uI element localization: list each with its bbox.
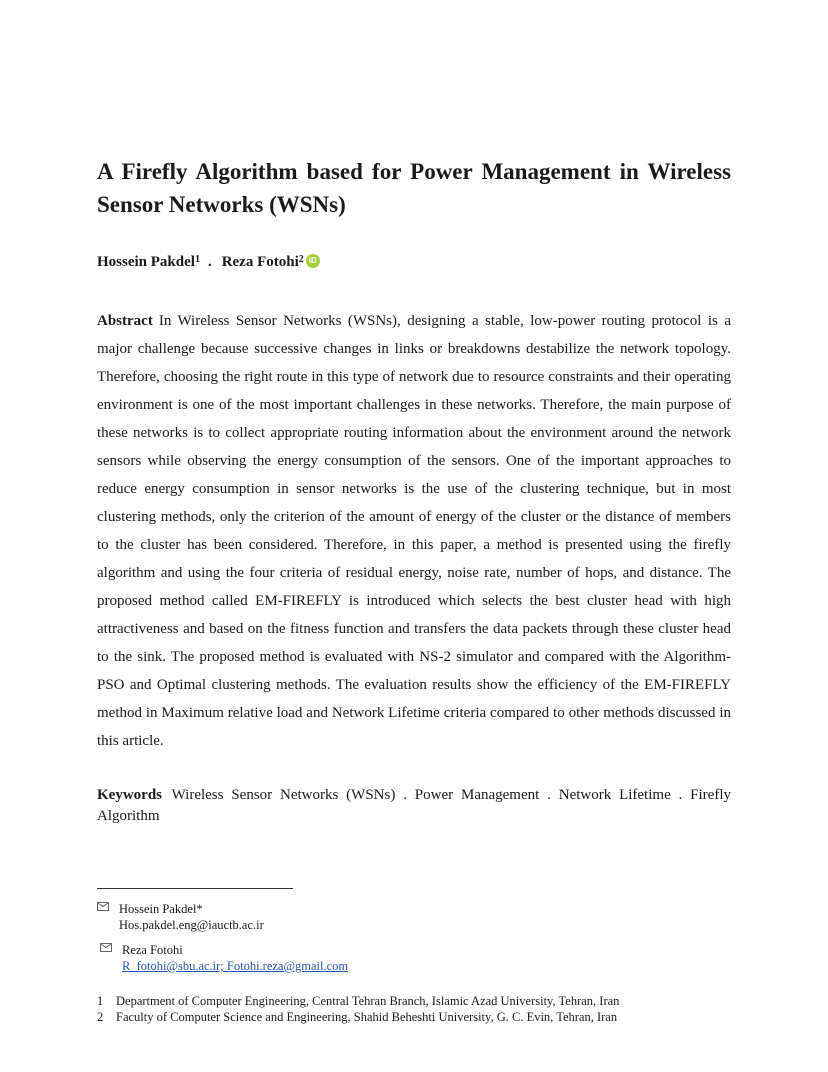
keywords-label: Keywords [97, 787, 162, 803]
footnote-divider [97, 888, 293, 889]
contact-block [97, 942, 348, 974]
abstract-paragraph [97, 307, 731, 755]
contact-email: Hos.pakdel.eng@iauctb.ac.ir [119, 918, 264, 932]
affiliation-number: 2 [97, 1010, 104, 1024]
author-affiliation-mark: 2 [298, 254, 304, 265]
contact-name: Reza Fotohi [122, 943, 183, 957]
contact-name: Hossein Pakdel* [119, 902, 203, 916]
keywords-text: Wireless Sensor Networks (WSNs) . Power Management . Network Lifetime . Firefly Algorithm [97, 787, 732, 824]
affiliation-text: Department of Computer Engineering, Central Tehran Branch, Islamic Azad University, Tehran, Iran [116, 994, 620, 1008]
abstract-label: Abstract [97, 313, 153, 329]
affiliation-footnote [97, 1009, 731, 1025]
affiliation-text: Faculty of Computer Science and Engineering, Shahid Beheshti University, G. C. Evin, Tehran, Iran [116, 1010, 618, 1024]
affiliation-footnote [97, 993, 731, 1009]
affiliation-number: 1 [97, 994, 104, 1008]
keywords-paragraph [97, 785, 731, 827]
paper-title: A Firefly Algorithm based for Power Management in Wireless Sensor Networks (WSNs) [97, 159, 731, 217]
contact-email-link[interactable]: R_fotohi@sbu.ac.ir; Fotohi.reza@gmail.com [122, 959, 349, 973]
envelope-icon [97, 902, 109, 911]
author-line [97, 252, 320, 272]
author-separator: . [207, 254, 212, 270]
abstract-text: In Wireless Sensor Networks (WSNs), designing a stable, low-power routing protocol is a major challenge because successive changes in links or breakdowns destabilize the network topology. Therefore, choosing the right route in this type of network due to resource constraints and their operating environment is one of the most important challenges in these networks. Therefore, the main purpose of these networks is to collect appropriate routing information about the environment around the network sensors while observing the energy consumption of the sensors. One of the important approaches to reduce energy consumption in sensor networks is the use of the clustering technique, but in most clustering methods, only the criterion of the amount of energy of the cluster or the distance of members to the cluster has been considered. Therefore, in this paper, a method is presented using the firefly algorithm and using the four criteria of residual energy, noise rate, number of hops, and distance. The proposed method called EM-FIREFLY is introduced which selects the best cluster head with high attractiveness and based on the fitness function and transfers the data packets through these cluster head to the sink. The proposed method is evaluated with NS-2 simulator and compared with the Algorithm-PSO and Optimal clustering methods. The evaluation results show the efficiency of the EM-FIREFLY method in Maximum relative load and Network Lifetime criteria compared to other methods discussed in this article. [97, 313, 731, 749]
envelope-icon [100, 943, 112, 952]
author-name: Hossein Pakdel [97, 254, 195, 270]
orcid-icon[interactable]: iD [306, 254, 320, 268]
author-name: Reza Fotohi [221, 254, 299, 270]
author-affiliation-mark: 1 [194, 254, 200, 265]
contact-block [97, 901, 264, 933]
